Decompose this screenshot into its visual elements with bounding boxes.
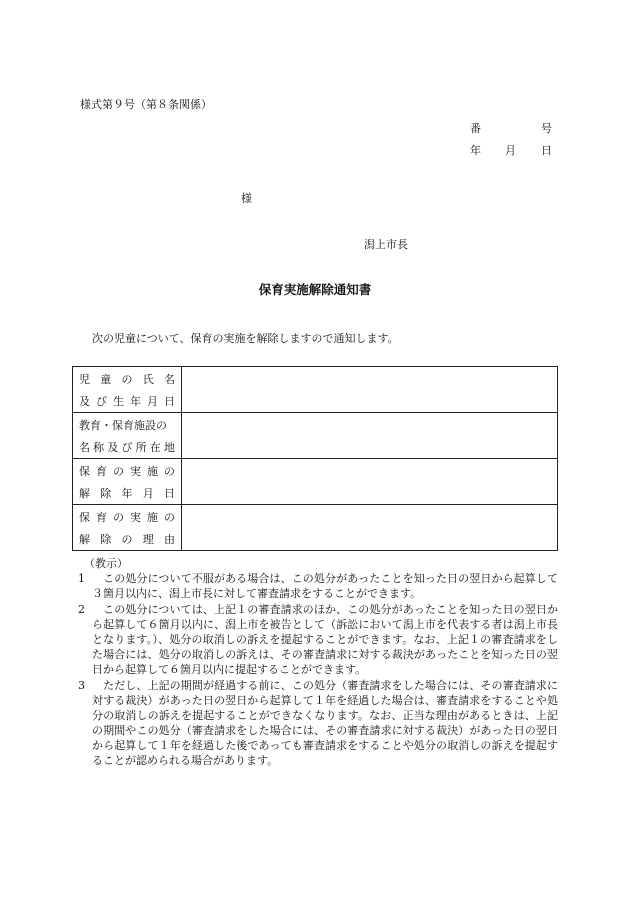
row-label-char: 日 <box>164 486 175 500</box>
row-label-char: 所 <box>135 440 147 454</box>
document-title: 保育実施解除通知書 <box>258 282 372 297</box>
row-label-char: 月 <box>142 486 154 500</box>
row-label-char: 年 <box>130 394 141 408</box>
instruction-text: ただし、上記の期間が経過する前に、この処分（審査請求をした場合には、その審査請求に対する裁決）があった日の翌日から起算して１年を経過した場合は、審査請求をすることや処分の取消しの訴えを提起することができなくなります。なお、正当な理由があるときは、上記の期間やこの処分（審査請求をした場合には、その審査請求に対する裁決）があった日の翌日から起算して１年を経過した後であっても審査請求をすることや処分の取消しの訴えを提起することが認められる場合があります。 <box>92 679 558 767</box>
row-label-line <box>73 528 181 550</box>
row-label-char: 解 <box>79 486 90 500</box>
row-label-char: 月 <box>147 394 158 408</box>
recipient-suffix: 様 <box>241 192 252 205</box>
row-label-char: 由 <box>164 532 175 546</box>
sender-name: 潟上市長 <box>364 238 408 251</box>
row-label-char: 保 <box>79 464 90 478</box>
instruction-item <box>78 571 558 601</box>
row-label-char: 育 <box>96 464 107 478</box>
date-label-day: 日 <box>541 144 552 157</box>
table-row <box>73 413 558 459</box>
row-label-char: 生 <box>113 394 124 408</box>
row-label-line <box>73 506 181 528</box>
row-label-char: 施 <box>147 510 158 524</box>
table-row <box>73 505 558 551</box>
row-label-line <box>73 460 181 482</box>
row-label-char: 名 <box>164 372 175 386</box>
row-label-char: 年 <box>121 486 133 500</box>
row-label-char: 教育・保育施設の <box>79 418 167 432</box>
row-label-char: び <box>96 394 107 408</box>
instruction-number: 3 <box>78 679 85 692</box>
table-row <box>73 367 558 413</box>
row-label-line <box>73 390 181 412</box>
row-label <box>73 459 182 505</box>
row-label-char: の <box>164 464 175 478</box>
row-label-char: の <box>113 464 124 478</box>
row-value-cell[interactable] <box>182 505 558 551</box>
row-label-char: 理 <box>142 532 154 546</box>
row-label-char: 施 <box>147 464 158 478</box>
row-label-char: の <box>121 372 133 386</box>
row-label-char: 日 <box>164 394 175 408</box>
row-label <box>73 413 182 459</box>
row-label-char: 及 <box>107 440 119 454</box>
instructions-heading: （教示） <box>84 557 128 570</box>
instruction-item <box>78 602 558 677</box>
row-value-cell[interactable] <box>182 459 558 505</box>
number-label-ban: 番 <box>470 122 481 135</box>
row-label-line <box>73 414 181 436</box>
date-label-month: 月 <box>505 144 516 157</box>
row-label-line <box>73 436 181 458</box>
row-label <box>73 505 182 551</box>
instruction-text: この処分については、上記１の審査請求のほか、この処分があったことを知った日の翌日から起算して６箇月以内に、潟上市を被告として（訴訟において潟上市を代表する者は潟上市長となります。）、処分の取消しの訴えを提起することができます。なお、上記１の審査請求をした場合には、処分の取消しの訴えは、その審査請求に対する裁決があったことを知った日の翌日から起算して６箇月以内に提起することができます。 <box>92 603 558 676</box>
row-label-char: 解 <box>79 532 90 546</box>
row-label-char: 在 <box>149 440 161 454</box>
instruction-number: 2 <box>78 603 85 616</box>
row-value-cell[interactable] <box>182 413 558 459</box>
instruction-number: 1 <box>78 572 85 585</box>
row-label-char: の <box>164 510 175 524</box>
row-label-char: 名 <box>79 440 90 454</box>
intro-text: 次の児童について、保育の実施を解除しますので通知します。 <box>92 332 399 345</box>
row-label-char: 育 <box>96 510 107 524</box>
row-label <box>73 367 182 413</box>
row-label-char: 児 <box>79 372 90 386</box>
form-number: 様式第９号（第８条関係） <box>80 98 212 111</box>
instruction-text: この処分について不服がある場合は、この処分があったことを知った日の翌日から起算して３箇月以内に、潟上市長に対して審査請求をすることができます。 <box>92 572 558 600</box>
row-label-char: 除 <box>100 532 112 546</box>
number-label-gou: 号 <box>541 122 552 135</box>
row-label-char: 保 <box>79 510 90 524</box>
row-label-char: び <box>121 440 133 454</box>
row-label-line <box>73 368 181 390</box>
row-label-char: 称 <box>93 440 105 454</box>
row-label-line <box>73 482 181 504</box>
row-label-char: 地 <box>163 440 175 454</box>
instruction-item <box>78 678 558 768</box>
child-info-table <box>72 366 558 551</box>
row-value-cell[interactable] <box>182 367 558 413</box>
table-row <box>73 459 558 505</box>
row-label-char: 実 <box>130 510 141 524</box>
row-label-char: の <box>121 532 133 546</box>
row-label-char: 及 <box>79 394 90 408</box>
row-label-char: 実 <box>130 464 141 478</box>
row-label-char: の <box>113 510 124 524</box>
date-label-year: 年 <box>470 144 481 157</box>
row-label-char: 童 <box>100 372 112 386</box>
row-label-char: 除 <box>100 486 112 500</box>
row-label-char: 氏 <box>142 372 154 386</box>
